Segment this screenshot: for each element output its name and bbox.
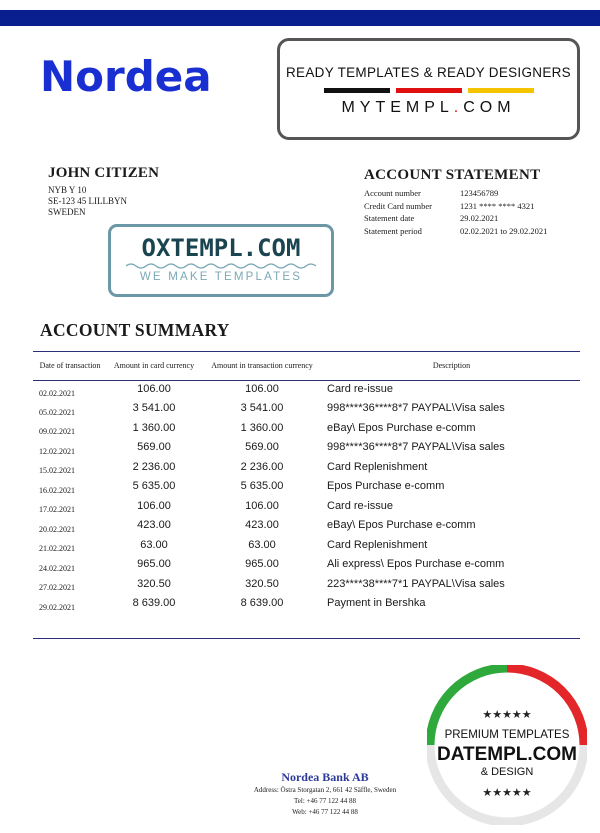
tx-trans-amount: 3 541.00 [240,402,284,415]
tx-trans-amount: 1 360.00 [240,421,284,434]
table-row [33,439,580,459]
footer-tel: Tel: +46 77 122 44 88 [294,797,356,805]
tx-date: 29.02.2021 [39,602,75,612]
stmt-value: 123456789 [460,188,499,198]
tx-card-amount: 423.00 [137,519,171,532]
table-row [33,478,580,498]
watermark-mytempl [277,38,580,140]
table-header-row [33,352,580,381]
tx-card-amount: 106.00 [137,383,171,395]
footer-bank-name: Nordea Bank AB [281,770,369,784]
seal-line3: & DESIGN [480,766,534,778]
tx-date: 15.02.2021 [39,466,75,476]
tx-description: Card Replenishment [327,460,428,473]
tx-trans-amount: 8 639.00 [240,597,284,610]
address-line: NYB Y 10 [48,185,87,195]
tx-description: 998****36****8*7 PAYPAL\Visa sales [327,402,505,415]
transactions-table [33,351,580,615]
col-description: Description [323,352,580,381]
tx-trans-amount: 423.00 [245,519,279,532]
tx-card-amount: 8 639.00 [132,597,176,610]
stmt-value: 29.02.2021 [460,213,499,223]
table-row [33,576,580,596]
stmt-value: 1231 **** **** 4321 [460,200,535,211]
tx-card-amount: 320.50 [137,577,171,590]
table-row [33,498,580,518]
tx-card-amount: 2 236.00 [132,460,176,473]
tx-card-amount: 5 635.00 [132,480,176,493]
table-row [33,537,580,557]
stripe-red [396,88,462,93]
tx-description: Card Replenishment [327,538,428,551]
watermark-site [280,99,577,117]
tx-date: 20.02.2021 [39,524,75,534]
watermark-site-tld: COM [463,99,516,116]
account-summary-title: ACCOUNT SUMMARY [40,320,230,340]
tx-card-amount: 965.00 [137,558,171,571]
address-line: SWEDEN [48,207,86,217]
stmt-label: Account number [364,188,421,198]
tx-card-amount: 106.00 [137,499,171,512]
nordea-logo: Nordea [40,52,212,101]
tx-description: eBay\ Epos Purchase e-comm [327,519,476,532]
footer-web: Web: +46 77 122 44 88 [292,808,358,816]
watermark-site-name: MYTEMPL [341,99,454,116]
tx-date: 16.02.2021 [39,485,75,495]
stripe-yellow [468,88,534,93]
watermark-oxtempl [108,224,334,297]
tx-date: 17.02.2021 [39,505,75,515]
wave-divider [126,262,316,270]
tx-trans-amount: 2 236.00 [240,460,284,473]
oxtempl-tagline: WE MAKE TEMPLATES [139,271,303,283]
watermark-stripes [280,88,577,93]
premium-seal [427,665,587,825]
stripe-black [324,88,390,93]
table-bottom-rule [33,638,580,639]
tx-trans-amount: 5 635.00 [240,480,284,493]
table-row [33,381,580,401]
tx-date: 09.02.2021 [39,427,75,437]
tx-description: Epos Purchase e-comm [327,480,445,493]
watermark-site-dot: . [453,99,464,116]
tx-card-amount: 3 541.00 [132,402,176,415]
watermark-tagline: READY TEMPLATES & READY DESIGNERS [286,65,571,80]
col-date: Date of transaction [33,352,107,381]
stmt-label: Statement period [364,225,422,236]
tx-description: Card re-issue [327,499,394,512]
statement-info [364,167,547,237]
tx-card-amount: 569.00 [137,441,171,454]
tx-trans-amount: 106.00 [245,499,279,512]
tx-date: 12.02.2021 [39,446,75,456]
footer-address: Address: Östra Storgatan 2, 661 42 Säffle, Sweden [253,786,397,794]
tx-trans-amount: 569.00 [245,441,279,454]
stmt-label: Credit Card number [364,200,432,211]
statement-details [364,187,547,237]
customer-name: JOHN CITIZEN [48,165,160,181]
customer-block [48,165,159,218]
tx-date: 24.02.2021 [39,563,75,573]
tx-date: 05.02.2021 [39,407,75,417]
table-row [33,420,580,440]
tx-description: Ali express\ Epos Purchase e-comm [327,558,505,571]
table-row [33,459,580,479]
tx-date: 02.02.2021 [39,388,75,398]
tx-trans-amount: 106.00 [245,383,279,395]
stmt-value: 02.02.2021 to 29.02.2021 [460,225,548,236]
table-row [33,400,580,420]
tx-trans-amount: 965.00 [245,558,279,571]
transactions-body [33,381,580,615]
tx-description: eBay\ Epos Purchase e-comm [327,421,476,434]
tx-date: 27.02.2021 [39,583,75,593]
oxtempl-title: OXTEMPL.COM [141,234,301,262]
tx-description: 223****38****7*1 PAYPAL\Visa sales [327,577,505,590]
tx-trans-amount: 320.50 [245,577,279,590]
bank-footer [200,770,450,818]
col-card-amount: Amount in card currency [107,352,201,381]
seal-stars-bottom: ★★★★★ [482,786,532,799]
tx-date: 21.02.2021 [39,544,75,554]
seal-line1: PREMIUM TEMPLATES [444,729,570,741]
table-row [33,595,580,615]
table-row [33,556,580,576]
col-trans-amount: Amount in transaction currency [201,352,323,381]
seal-stars-top: ★★★★★ [482,708,532,721]
top-brand-bar [0,10,600,26]
tx-card-amount: 1 360.00 [132,421,176,434]
tx-description: Payment in Bershka [327,597,426,610]
tx-description: Card re-issue [327,383,394,395]
tx-description: 998****36****8*7 PAYPAL\Visa sales [327,441,505,454]
stmt-label: Statement date [364,213,415,223]
seal-line2: DATEMPL.COM [436,744,578,765]
tx-trans-amount: 63.00 [248,538,276,551]
tx-card-amount: 63.00 [140,538,168,551]
customer-address [48,185,159,218]
statement-title: ACCOUNT STATEMENT [364,167,541,183]
address-line: SE-123 45 LILLBYN [48,196,127,206]
table-row [33,517,580,537]
